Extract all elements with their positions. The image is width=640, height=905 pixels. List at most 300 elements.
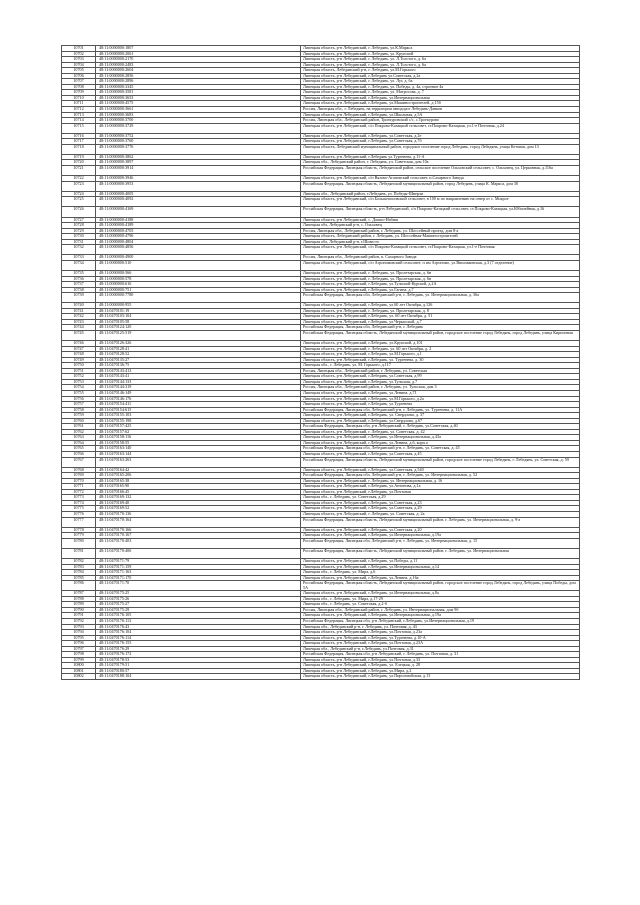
row-number: 10725 [62, 197, 96, 207]
cadastral-number: 48:11:0470158:116 [96, 435, 301, 441]
cadastral-number: 48:11:0000000:4900 [96, 255, 301, 261]
address-cell: Липецкая область, Лебедянский муниципальный район, городское поселение город Лебедянь, город Лебедянь, улица Кетовая, дом 13 [301, 144, 580, 154]
cadastral-number: 48:11:0470169:132 [96, 495, 301, 501]
row-number: 10706 [62, 73, 96, 79]
table-row [62, 144, 580, 154]
table-row [62, 538, 580, 548]
cadastral-number: 48:11:0470157:425 [96, 424, 301, 430]
table-body [62, 46, 580, 680]
address-cell: Липецкая обл., г. Лебедянь, ул. Советская, д.29 [301, 495, 580, 501]
address-cell: Липецкая обл, Лебедянский р-н, с. Ольховец [301, 223, 580, 229]
row-number: 10787 [62, 591, 96, 597]
cadastral-number: 48:11:0000000:3345 [96, 84, 301, 90]
cadastral-number: 48:11:0000000:1807 [96, 46, 301, 52]
address-cell: Липецкая область, р-н Лебедянский, г. Лебедянь, ул. Советская, д. 42 [301, 429, 580, 435]
table-row [62, 548, 580, 558]
row-number: 10740 [62, 303, 96, 309]
row-number: 10720 [62, 160, 96, 166]
cadastral-number: 48:11:0470103:104 [96, 314, 301, 320]
row-number: 10707 [62, 79, 96, 85]
address-cell: Липецкая область, р-н Лебедянский, г. Лебедянь, ул. Победы, д. 4а, строение 4а [301, 84, 580, 90]
cadastral-number: 48:11:0000000:2856 [96, 73, 301, 79]
cadastral-number: 48:11:0470154:411 [96, 402, 301, 408]
row-number: 10777 [62, 517, 96, 527]
row-number: 10737 [62, 282, 96, 288]
row-number: 10766 [62, 452, 96, 458]
cadastral-number: 48:11:0000000:3581 [96, 90, 301, 96]
cadastral-number: 48:11:0000000:3752 [96, 133, 301, 139]
address-cell: Липецкая область, р-н Лебедянский, г.Лебедянь, ул.Почтовая, д.23а [301, 630, 580, 636]
cadastral-number: 48:11:0000000:4169 [96, 207, 301, 217]
row-number: 10756 [62, 396, 96, 402]
row-number: 10755 [62, 391, 96, 397]
cadastral-register-table [61, 45, 580, 680]
address-cell: Россия, Липецкая обл., г. Лебедянь, на территории автодорог Лебедянь-Данков [301, 107, 580, 113]
cadastral-number: 48:11:0000000:2061 [96, 51, 301, 57]
cadastral-number: 48:11:0470170:164 [96, 517, 301, 527]
address-cell: Липецкая область, р-н Лебедянский, с/п Агрономовский сельсовет, п им Агрономо, ул.Вишлаковская, д.3 (7 отделение) [301, 260, 580, 270]
row-number: 10760 [62, 418, 96, 424]
address-cell: Липецкая область, р-н Лебедянский, г.Лебедянь, ул. Свердлова, д. 37 [301, 413, 580, 419]
address-cell: Российская Федерация, Липецкая обл, Лебедянский р-н, г. Лебедянь [301, 325, 580, 331]
row-number: 10759 [62, 413, 96, 419]
address-cell: Липецкая область, р-н Лебедянский, г.Лебедянь, ул.Гагина, д.7 [301, 287, 580, 293]
row-number: 10721 [62, 166, 96, 176]
cadastral-number: 48:11:0470171:159 [96, 564, 301, 570]
cadastral-number: 48:11:0000000:3914 [96, 166, 301, 176]
table-row [62, 181, 580, 191]
address-cell: Липецкая область, р-н Лебедянский, г.Лебедянь, ул.Машиностроителей, д.15б [301, 101, 580, 107]
address-cell: Липецкая область, р-н Лебедянский, г.Лебедянь, ул.Тургенева, д.10-А [301, 635, 580, 641]
cadastral-number: 48:11:0470101:19 [96, 308, 301, 314]
row-number: 10734 [62, 260, 96, 270]
row-number: 10792 [62, 618, 96, 624]
address-cell: Липецкая обл., г. Лебедянь, ул. М. Горького, д.117 [301, 363, 580, 369]
address-cell: Россия, Липецкая обл., Лебедянский район, г. Лебедянь, ул. Советская [301, 368, 580, 374]
cadastral-number: 48:11:0000000:4804 [96, 239, 301, 245]
address-cell: Российская Федерация, Липецкая область, Лебедянский муниципальный район, г. Лебедянь, ул. Интернациональная, д. 9-а [301, 517, 580, 527]
row-number: 10783 [62, 564, 96, 570]
cadastral-number: 48:11:0000000:3700 [96, 118, 301, 124]
cadastral-number: 48:11:0470125:519 [96, 330, 301, 340]
cadastral-number: 48:11:0000000:4856 [96, 245, 301, 255]
address-cell: Липецкая область, р-н Лебедянский, г.Лебедянь, ул.Пироговойская, д.13 [301, 674, 580, 680]
cadastral-number: 48:11:0000000:3953 [96, 181, 301, 191]
cadastral-number: 48:11:0000000:3862 [96, 154, 301, 160]
cadastral-number: 48:11:0000000:955 [96, 303, 301, 309]
row-number: 10797 [62, 646, 96, 652]
cadastral-number: 48:11:0470163:144 [96, 452, 301, 458]
address-cell: Липецкая область, р-н Лебедянский, г.Лебедянь, ул.Ленина, д.71 [301, 391, 580, 397]
row-number: 10801 [62, 668, 96, 674]
address-cell: Липецкая область, р-н Лебедянский, г.Лебедянь, ул.Интернациональная [301, 95, 580, 101]
address-cell: Липецкая область, р-н Лебедянский, г.Лебедянь, ул.Тульской-Курской, д.2А [301, 282, 580, 288]
row-number: 10765 [62, 446, 96, 452]
cadastral-number: 48:11:0470176:155 [96, 641, 301, 647]
row-number: 10795 [62, 635, 96, 641]
address-cell: Российская Федерация, Липецкая область, Лебедянский муниципальный район, городское поселение город Лебедянь, город Лебедянь, улица Кирпичная [301, 330, 580, 340]
cadastral-number: 48:11:0470170:167 [96, 533, 301, 539]
cadastral-number: 48:11:0470144:319 [96, 385, 301, 391]
row-number: 10776 [62, 512, 96, 518]
row-number: 10741 [62, 308, 96, 314]
cadastral-number: 48:11:0000000:2896 [96, 79, 301, 85]
address-cell: Липецкая область, р-н Лебедянский, г.Лебедянь, ул.Интернациональная, д.8а [301, 591, 580, 597]
row-number: 10762 [62, 429, 96, 435]
row-number: 10791 [62, 613, 96, 619]
row-number: 10764 [62, 440, 96, 446]
address-cell: Липецкая область, р-н Лебедянский, г.Лебедянь, ул.Победы, д.11 [301, 558, 580, 564]
row-number: 10770 [62, 478, 96, 484]
address-cell: Российская Федерация, Липецкая обл, Лебедянский р-н, г. Лебедянь, ул. Тургенева, д. 11А [301, 407, 580, 413]
table-row [62, 123, 580, 133]
row-number: 10738 [62, 287, 96, 293]
row-number: 10743 [62, 319, 96, 325]
address-cell: Липецкая область, р-н Лебедянский, г. Лебедянь, ул. Пролетарская, д. 6н [301, 270, 580, 276]
cadastral-number: 48:11:0000000:3776 [96, 144, 301, 154]
address-cell: Российская Федерация, Липецкая область, Лебедянский муниципальный район, г. Лебедянь, ул. Интернациональная [301, 548, 580, 558]
address-cell: Липецкая область, р-н Лебедянский, г. Лебедянь, ул. Советская, д. 2а [301, 512, 580, 518]
row-number: 10716 [62, 133, 96, 139]
row-number: 10773 [62, 495, 96, 501]
cadastral-number: 48:11:0000000:2604 [96, 68, 301, 74]
cadastral-number: 48:11:0000000:4188 [96, 217, 301, 223]
row-number: 10727 [62, 217, 96, 223]
address-cell: Липецкая область, р-н Лебедянский, г.Лебедянь, ул.Почтовая, д.33 [301, 657, 580, 663]
cadastral-number: 48:11:0000000:4189 [96, 223, 301, 229]
address-cell: Липецкая область, р-н Лебедянский, с/п Большепоповский сельсовет, в 100 м по направлению на север от с. Мокрое [301, 197, 580, 207]
row-number: 10790 [62, 607, 96, 613]
cadastral-number: 48:11:0470126:326 [96, 341, 301, 347]
row-number: 10708 [62, 84, 96, 90]
address-cell: Российская Федерация, Липецкая область, Лебедянский муниципальный район, город Лебедянь, улица К. Маркса, дом 30 [301, 181, 580, 191]
address-cell: Липецкая область, р-н Лебедянский, г. Лебедянь, ул. Матросова, д. 7 [301, 90, 580, 96]
cadastral-number: 48:11:0470128:41 [96, 346, 301, 352]
cadastral-number: 48:11:0000000:566 [96, 270, 301, 276]
row-number: 10769 [62, 473, 96, 479]
table-row [62, 207, 580, 217]
row-number: 10723 [62, 181, 96, 191]
row-number: 10726 [62, 207, 96, 217]
row-number: 10782 [62, 558, 96, 564]
row-number: 10732 [62, 245, 96, 255]
address-cell: Липецкая область, р-н Лебедянский, г.Лебедянь, ул.Школьная, д.5А [301, 112, 580, 118]
cadastral-number: 48:11:0000000:7780 [96, 293, 301, 303]
row-number: 10701 [62, 46, 96, 52]
row-number: 10800 [62, 663, 96, 669]
table-row [62, 457, 580, 467]
address-cell: Липецкая область, р-н Лебедянский, г.Лебедянь, ул.Тургенева [301, 402, 580, 408]
cadastral-number: 48:11:0000000:3729 [96, 123, 301, 133]
cadastral-number: 48:11:0470146:149 [96, 391, 301, 397]
address-cell: Липецкая область, р-н Лебедянский, г.Лебедянь, ул.Советская, д.540 [301, 467, 580, 473]
row-number: 10780 [62, 538, 96, 548]
row-number: 10751 [62, 368, 96, 374]
address-cell: Липецкая область, р-н Лебедянский, с/п Вязово-Агаповский сельсовет, п.Сахарного Завода [301, 176, 580, 182]
row-number: 10768 [62, 467, 96, 473]
address-cell: Липецкая область, р-н Лебедянский, г.Лебедянь ул.Тургенева, д.11-А [301, 154, 580, 160]
address-cell: Липецкая область, р-н Лебедянский, г. Лебедянь, ул.К.Маркса [301, 46, 580, 52]
table-row [62, 197, 580, 207]
table-row [62, 293, 580, 303]
address-cell: Липецкая область, р-н Лебедянский, г. Лебедянь, ул. Л.Толстого, д. 6а [301, 62, 580, 68]
row-number: 10746 [62, 341, 96, 347]
table-row [62, 581, 580, 591]
cadastral-number: 48:11:0000000:3760 [96, 139, 301, 145]
cadastral-number: 48:11:0470175:26 [96, 596, 301, 602]
cadastral-number: 48:11:0470171:170 [96, 575, 301, 581]
address-cell: Липецкая область, р-н Лебедянский, г. Лебедянь, ул. Интернациональная, д. 16 [301, 478, 580, 484]
address-cell: Липецкая обл., г. Лебедянь, ул. Мира, д.17-29 [301, 596, 580, 602]
row-number: 10752 [62, 374, 96, 380]
cadastral-number: 48:11:0470171:70 [96, 581, 301, 591]
address-cell: Липецкая область, р-н Лебедянский, с/п Покрово-Казацкий сельсовет, ст.Покрово-Казацкая, ул.1-е Почтовая [301, 245, 580, 255]
cadastral-number: 48:11:0000000:2483 [96, 62, 301, 68]
cadastral-number: 48:11:0470146:176 [96, 396, 301, 402]
address-cell: Липецкая область, р-н Лебедянский, г.Лебедянь, ул.Интернациональная, д.14 [301, 564, 580, 570]
address-cell: Липецкая обл, Лебедянский р-н, г.Шовесто [301, 239, 580, 245]
address-cell: Липецкая область, р-н Лебедянский, г.Лебедянь, ул.Советская, д.2е [301, 133, 580, 139]
cadastral-number: 48:11:0470176:43 [96, 624, 301, 630]
cadastral-number: 48:11:0470158:55 [96, 440, 301, 446]
row-number: 10702 [62, 51, 96, 57]
row-number: 10742 [62, 314, 96, 320]
address-cell: Россия, Липецкая обл., Лебедянский район, Троекуровский с/с, с.Троекурово [301, 118, 580, 124]
row-number: 10772 [62, 489, 96, 495]
cadastral-number: 48:11:0470169:52 [96, 506, 301, 512]
cadastral-number: 48:11:0470144:133 [96, 379, 301, 385]
address-cell: Липецкая область, р-н Лебедянский, г.Лебедянь, ул.Ленина, д.6, корп.а [301, 440, 580, 446]
row-number: 10712 [62, 107, 96, 113]
row-number: 10747 [62, 346, 96, 352]
cadastral-number: 48:11:0470165:38 [96, 478, 301, 484]
address-cell: Липецкая область, р-н Лебедянский, г.Лебедянь ул.Советская, д.2а [301, 73, 580, 79]
cadastral-number: 48:11:0470178:53 [96, 657, 301, 663]
cadastral-number: 48:11:0470175:25 [96, 591, 301, 597]
row-number: 10763 [62, 435, 96, 441]
address-cell: Липецкая область, р-н Лебедянский, г.Лебедянь, ул. 60 лет Октября, д. 51 [301, 314, 580, 320]
address-cell: Липецкая область, р-н Лебедянский, г.Лебедянь, ул.Антонова, д.1а [301, 484, 580, 490]
row-number: 10713 [62, 112, 96, 118]
row-number: 10730 [62, 234, 96, 240]
cadastral-number: 48:11:0000000:3653 [96, 95, 301, 101]
row-number: 10799 [62, 657, 96, 663]
address-cell: Липецкая область, р-н Лебедянский, г.Лебедянь, ул. Елецкая, д. 28 [301, 663, 580, 669]
address-cell: Липецкая область, р-н Лебедянский, г.Лебедянь, ул.Советская, д.45 [301, 452, 580, 458]
cadastral-number: 48:11:0000000:4796 [96, 234, 301, 240]
address-cell: Липецкая область, р-н Лебедянский, г.Лебедянь, ул.Мира, д.2 [301, 668, 580, 674]
address-cell: Липецкая область, р-н Лебедянский, г.Лебедянь, ул.Почтовая [301, 489, 580, 495]
row-number: 10788 [62, 596, 96, 602]
address-cell: Липецкая область, р-н Лебедянский, г. Лебедянь, ул. 60 лет Октября, д. 2 [301, 346, 580, 352]
cadastral-number: 48:11:0000000:4092 [96, 197, 301, 207]
cadastral-number: 48:11:0470163:263 [96, 457, 301, 467]
row-number: 10739 [62, 293, 96, 303]
cadastral-number: 48:11:0470175:29 [96, 607, 301, 613]
row-number: 10714 [62, 118, 96, 124]
cadastral-number: 48:11:0000000:4575 [96, 101, 301, 107]
address-cell: Липецкая область, р-н Лебедянский, г. Лебедянь, ул. Луг, д. 6а [301, 79, 580, 85]
row-number: 10705 [62, 68, 96, 74]
address-cell: Липецкая область, р-н Лебедянский, г. Лебедянь, ул. Пролетарская, д. 6н [301, 276, 580, 282]
address-cell: Липецкая обл., Лебедянский район, г.Лебедянь, ул. Победы-Шверли [301, 191, 580, 197]
table-row [62, 260, 580, 270]
row-number: 10786 [62, 581, 96, 591]
address-cell: Россия, Липецкая обл., Лебедянский район, г. Лебедянь, ул. Тульская, дом 3 [301, 385, 580, 391]
address-cell: Липецкая область, р-н Лебедянский, с/п Покрово-Казацкий сельсовет, ст.Покрово-Казацкая, ул.1-е Почтовая, д.24 [301, 123, 580, 133]
address-cell: Липецкая область, р-н Лебедянский, г.Лебедянь, ул.Интернациональная, д.19а [301, 533, 580, 539]
address-cell: Российская Федерация, Липецкая обл, Лебедянский р-н, г. Лебедянь, ул. Интернациональная, д. 36а [301, 293, 580, 303]
row-number: 10715 [62, 123, 96, 133]
cadastral-number: 48:11:0470179:51 [96, 663, 301, 669]
cadastral-number: 48:11:0470105:58 [96, 319, 301, 325]
row-number: 10710 [62, 95, 96, 101]
cadastral-number: 48:11:0470135:27 [96, 357, 301, 363]
cadastral-number: 48:11:0470170:166 [96, 527, 301, 533]
cadastral-number: 48:11:0470128:52 [96, 352, 301, 358]
cadastral-number: 48:11:0470176:105 [96, 613, 301, 619]
cadastral-number: 48:11:0000000:3661 [96, 107, 301, 113]
cadastral-number: 48:11:0470171:163 [96, 570, 301, 576]
address-cell: Липецкая область, р-н Лебедянский, г.Лебедянь, ул.60 лет Октября, д.126 [301, 303, 580, 309]
address-cell: Липецкая обл., Лебедянский район, г. Лебедянь, ул. Советская, дом 10а [301, 160, 580, 166]
row-number: 10781 [62, 548, 96, 558]
address-cell: Липецкая область, р-н Лебедянский, с. Докшо-Набиш [301, 217, 580, 223]
row-number: 10794 [62, 630, 96, 636]
register-sheet [61, 45, 579, 680]
cadastral-number: 48:11:0470136:75 [96, 363, 301, 369]
address-cell: Липецкая область, р-н Лебедянский, г.Лебедянь, ул.Советская, д.99 [301, 374, 580, 380]
row-number: 10774 [62, 500, 96, 506]
row-number: 10711 [62, 101, 96, 107]
row-number: 10754 [62, 385, 96, 391]
address-cell: Липецкая область, р-н Лебедянский, г.Лебедянь, ул.Крупской, д.101 [301, 341, 580, 347]
row-number: 10733 [62, 255, 96, 261]
address-cell: Липецкая область, р-н Лебедянский, г.Лебедянь, ул.М.Горького, д.1 [301, 352, 580, 358]
cadastral-number: 48:11:0470154:615 [96, 407, 301, 413]
row-number: 10748 [62, 352, 96, 358]
row-number: 10731 [62, 239, 96, 245]
row-number: 10802 [62, 674, 96, 680]
row-number: 10761 [62, 424, 96, 430]
address-cell: Липецкая обл., Лебедянский р-н, г. Лебедянь, ул. Почтовая, д. 43 [301, 624, 580, 630]
cadastral-number: 48:11:0000000:510 [96, 260, 301, 270]
row-number: 10757 [62, 402, 96, 408]
cadastral-number: 48:11:0000000:2170 [96, 57, 301, 63]
cadastral-number: 48:11:0000000:3946 [96, 176, 301, 182]
address-cell: Липецкая область, р-н Лебедянский, г.Лебедянь, ул. Тургенева, д. 30 [301, 357, 580, 363]
cadastral-number: 48:11:0470155:103 [96, 413, 301, 419]
row-number: 10796 [62, 641, 96, 647]
address-cell: Липецкая область, р-н Лебедянский, г.Лебедянь, ул.Советская, д.7б [301, 139, 580, 145]
row-number: 10703 [62, 57, 96, 63]
table-row [62, 517, 580, 527]
address-cell: Липецкая область, р-н Лебедянский, г.Лебедянь, ул.Советская, д.23 [301, 500, 580, 506]
cadastral-number: 48:11:0470170:403 [96, 538, 301, 548]
address-cell: Липецкая область, р-н Лебедянский, г.Лебедянь, ул.Почтовая, д.23А [301, 641, 580, 647]
address-cell: Липецкая область, р-н Лебедянский, г.Лебедянь, ул.Советская, д.20 [301, 527, 580, 533]
row-number: 10785 [62, 575, 96, 581]
row-number: 10775 [62, 506, 96, 512]
row-number: 10735 [62, 270, 96, 276]
address-cell: Российская Федерация, Липецкая обл, Лебедянский р-н, г. Лебедянь, ул. Интернациональная, д. 52 [301, 473, 580, 479]
address-cell: Липецкая обл., г. Лебедянь, ул. Мира, д.6 [301, 570, 580, 576]
cadastral-number: 48:11:0470165:90 [96, 484, 301, 490]
table-row [62, 166, 580, 176]
address-cell: Липецкая обл., Лебедянский р-н, г.Лебедянь, ул.Почтовая, д.31 [301, 646, 580, 652]
address-cell: Российская Федерация, Липецкая область, Лебедянский муниципальный район, городское поселение город Лебедянь, г. Лебедянь, ул. Советская, д. 59 [301, 457, 580, 467]
address-cell: Российская Федерация, Липецкая обл, р-н Лебедянский, г. Лебедянь, ул.Советская, д.40 [301, 424, 580, 430]
cadastral-number: 48:11:0470124:120 [96, 325, 301, 331]
address-cell: Российская Федерация, Липецкая обл, Лебедянский р-н, г. Лебедянь, ул. Советская, д. 45 [301, 446, 580, 452]
cadastral-number: 48:11:0470176:172 [96, 652, 301, 658]
address-cell: Липецкая область, р-н Лебедянский, г.Лебедянь, ул.Ленина, д.16а [301, 575, 580, 581]
cadastral-number: 48:11:0000000:4705 [96, 228, 301, 234]
address-cell: Липецкая область, Лебедянский р-н, г. Лебедянь, ул.М.Горького [301, 68, 580, 74]
row-number: 10728 [62, 223, 96, 229]
cadastral-number: 48:11:0470176:29 [96, 646, 301, 652]
cadastral-number: 48:11:0470165:206 [96, 473, 301, 479]
address-cell: Российская Федерация, Липецкая обл, р-н Лебедянский, г.Лебедянь, ул.Интернациональная, д.19 [301, 618, 580, 624]
address-cell: Липецкая область, р-н Лебедянский, г. Лебедянь, ул. Л.Толстого, д. 6а [301, 57, 580, 63]
row-number: 10793 [62, 624, 96, 630]
address-cell: Липецкая область, р-н Лебедянский, г.Лебедянь, ул.Советская, д.29 [301, 506, 580, 512]
row-number: 10784 [62, 570, 96, 576]
row-number: 10750 [62, 363, 96, 369]
address-cell: Липецкая обл., г. Лебедянь, ул. Советская, д.2-б [301, 602, 580, 608]
row-number: 10704 [62, 62, 96, 68]
cadastral-number: 48:11:0470171:79 [96, 558, 301, 564]
row-number: 10719 [62, 154, 96, 160]
cadastral-number: 48:11:0000000:751 [96, 287, 301, 293]
table-row [62, 674, 580, 680]
address-cell: Липецкая область, р-н Лебедянский, г.Лебедянь, ул.Интернациональная, д.19а [301, 613, 580, 619]
cadastral-number: 48:11:0470188:104 [96, 674, 301, 680]
cadastral-number: 48:11:0470164:42 [96, 467, 301, 473]
address-cell: Липецкая область, р-н Лебедянский, г.Лебедянь, ул.Свердлова, д.67 [301, 418, 580, 424]
row-number: 10718 [62, 144, 96, 154]
row-number: 10779 [62, 533, 96, 539]
cadastral-number: 48:11:0470180:57 [96, 668, 301, 674]
row-number: 10736 [62, 276, 96, 282]
cadastral-number: 48:11:0470166:45 [96, 489, 301, 495]
cadastral-number: 48:11:0470163:140 [96, 446, 301, 452]
address-cell: Российская Федерация, Липецкая обл, р-н Лебедянский, г. Лебедянь, ул. Почтовая, д. 31 [301, 652, 580, 658]
address-cell: Липецкая область, Лебедянский район, г. Лебедянь, ул. Шоссейная-Машиностроителей [301, 234, 580, 240]
row-number: 10722 [62, 176, 96, 182]
cadastral-number: 48:11:0470143:41 [96, 374, 301, 380]
row-number: 10758 [62, 407, 96, 413]
address-cell: Российская Федерация, Липецкая обл, Лебедянский р-н, г. Лебедянь, ул. Интернациональная, д. 15 [301, 538, 580, 548]
cadastral-number: 48:11:0470170:136 [96, 512, 301, 518]
address-cell: Россия, Липецкая обл., Лебедянский район, г. Лебедянь, ул. Шоссейный проезд, дом 8-а [301, 228, 580, 234]
cadastral-number: 48:11:0000000:4005 [96, 191, 301, 197]
address-cell: Россия, Липецкая обл., Лебедянский район, г. Лебедянь, ул. Интернациональная, дом 9б [301, 607, 580, 613]
cadastral-number: 48:11:0470143:413 [96, 368, 301, 374]
cadastral-number: 48:11:0470176:104 [96, 630, 301, 636]
address-cell: Россия, Липецкая обл., Лебедянский район, п. Сахарного Завода [301, 255, 580, 261]
address-cell: Липецкая область, р-н Лебедянский, г.Лебедянь, ул.Черкасской, д.7 [301, 319, 580, 325]
address-cell: Липецкая область, р-н Лебедянский, г.Лебедянь, ул.М.Горького, д.2а [301, 396, 580, 402]
cadastral-number: 48:11:0470169:40 [96, 500, 301, 506]
cadastral-number: 48:11:0470157:62 [96, 429, 301, 435]
row-number: 10744 [62, 325, 96, 331]
address-cell: Липецкая область, р-н Лебедянский, г. Лебедянь, ул. Крупской [301, 51, 580, 57]
row-number: 10778 [62, 527, 96, 533]
row-number: 10749 [62, 357, 96, 363]
cadastral-number: 48:11:0470175:27 [96, 602, 301, 608]
row-number: 10709 [62, 90, 96, 96]
